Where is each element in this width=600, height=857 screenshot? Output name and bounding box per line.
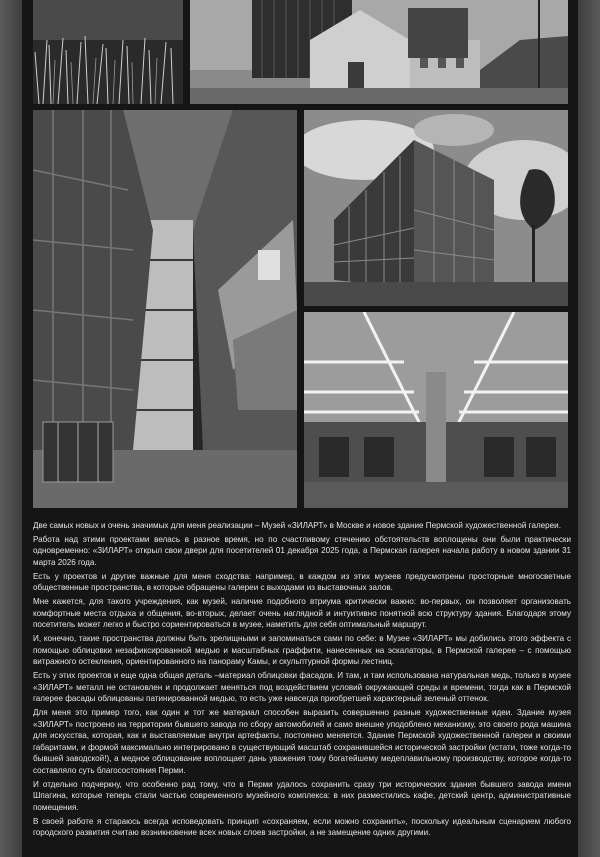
paragraph: Для меня это пример того, как один и тот же материал способен выразить совершенно разные художественные идеи. Здание музея «ЗИЛАРТ» построено на территории бывшего завода по сбору автомобилей и само внешне уподоблено механизму, это своего рода машина для искусства, которая, как и выставляемые внутри артефакты, постоянно меняется. Здание Пермской художественной галереи и своими габаритами, и формой максимально интегрировано в существующий масштаб сохранившейся исторической застройки (кстати, тоже когда-то бывшей заводской!), а медное облицование воплощает дань уважения тому богатейшему медеплавильному производству, которое когда-то составляло суть благосостояния Перми. — [33, 708, 571, 775]
wall-right — [578, 0, 600, 857]
paragraph: В своей работе я стараюсь всегда исповедовать принцип «сохраняем, если можно сохранить», поскольку идеальным сценарием любого городского развития считаю возникновение всех новых слоев застройки, а не замещение одних другими. — [33, 816, 571, 838]
paragraph: Работа над этими проектами велась в разное время, но по счастливому стечению обстоятельств воплощены они были практически одновременно: «ЗИЛАРТ» открыл свои двери для посетителей 01 декабря 2025 года, а Пермская галерея начала работу в новом здании 31 марта 2026 года. — [33, 534, 571, 567]
article-text — [33, 520, 571, 841]
paragraph: Две самых новых и очень значимых для меня реализации – Музей «ЗИЛАРТ» в Москве и новое здание Пермской художественной галереи. — [33, 521, 561, 530]
paragraph: Есть у этих проектов и еще одна общая деталь –материал облицовки фасадов. И там, и там использована натуральная медь, только в музее «ЗИЛАРТ» металл не остановлен и продолжает меняться под воздействием условий окружающей среды и времени, тогда как в Пермской галерее фасады облицованы патинированной медью, то есть уже навсегда приобретшей характерный зеленый оттенок. — [33, 671, 571, 704]
paragraph: И отдельно подчеркну, что особенно рад тому, что в Перми удалось сохранить сразу три исторических здания бывшего завода имени Шпагина, которые теперь стали частью современного музейного комплекса: в них разместились кафе, детский центр, административные помещения. — [33, 779, 571, 812]
photo-perm-gallery — [304, 110, 568, 306]
paragraph: Мне кажется, для такого учреждения, как музей, наличие подобного втриума критически важно: во-первых, он позволяет организовать комфортные места отдыха и общения, во-вторых, делает очень наглядной и интуитивно понятной всю структуру здания. Благодаря этому посетитель может легко и быстро сориентироваться в музее, наметить для себя оптимальный маршрут. — [33, 597, 571, 630]
wall-left — [0, 0, 22, 857]
photo-museum-atrium — [33, 110, 297, 508]
photo-museum-lobby — [304, 312, 568, 508]
paragraph: И, конечно, такие пространства должны быть зрелищными и запоминаться сами по себе: в Музее «ЗИЛАРТ» мы добились этого эффекта с помощью облицовки незафиксированной медью и масштабных граффити, нанесенных на эскалаторы, в Пермской галерее – с помощью витражного остекления, ориентированного на панораму Камы, и скульптурной формы лестниц. — [33, 634, 571, 667]
exhibition-poster — [22, 0, 578, 857]
photo-grass — [33, 0, 183, 104]
photo-factory-exterior — [190, 0, 568, 104]
paragraph: Есть у проектов и другие важные для меня сходства: например, в каждом из этих музеев предусмотрены просторные многосветные общественные пространства, в которые обращены галереи с выходами из выставочных залов. — [33, 571, 571, 593]
